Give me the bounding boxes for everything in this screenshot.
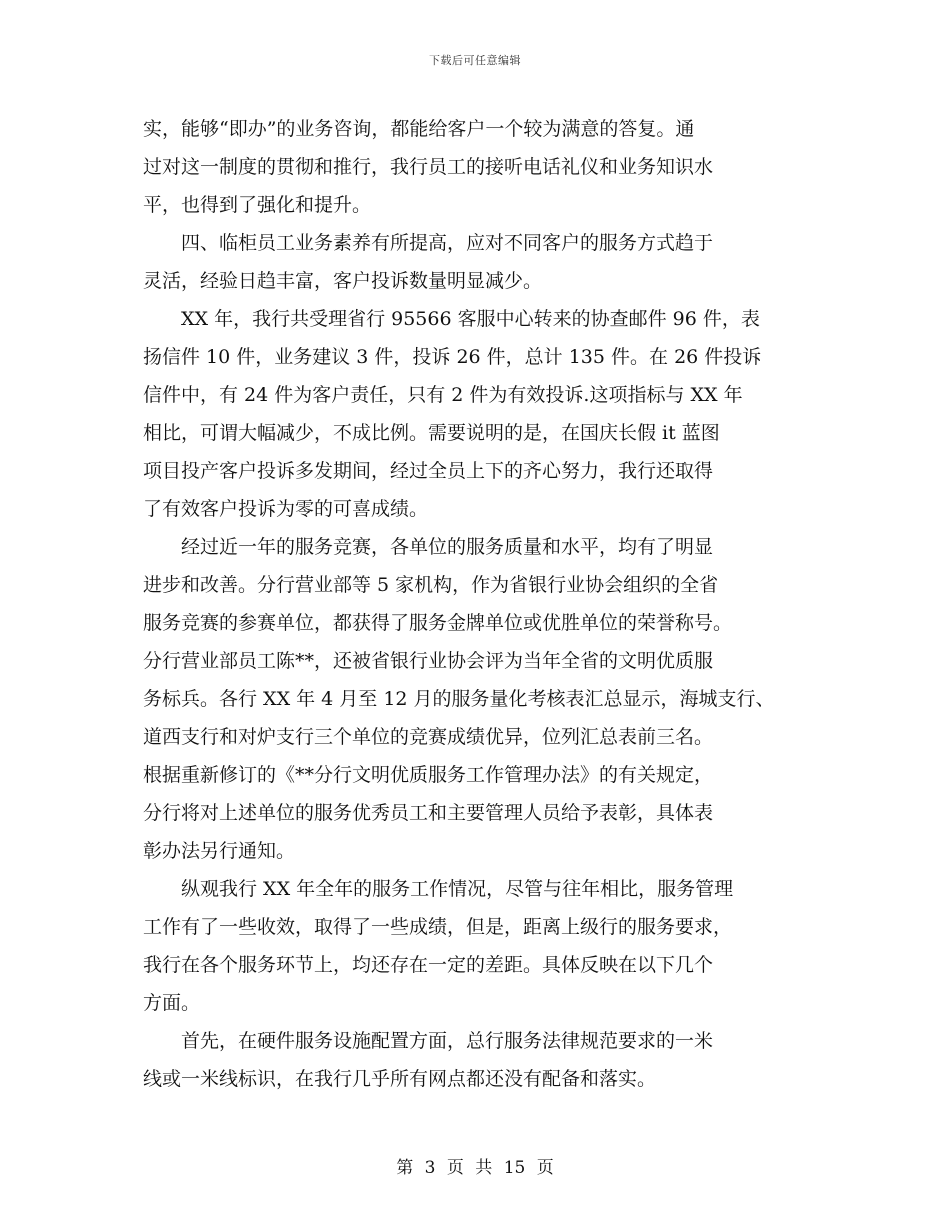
- text-line: 实，能够“即办”的业务咨询，都能给客户一个较为满意的答复。通: [143, 118, 695, 140]
- text-line: XX 年，我行共受理省行 95566 客服中心转来的协查邮件 96 件，表: [181, 308, 760, 330]
- text-line: 四、临柜员工业务素养有所提高，应对不同客户的服务方式趋于: [181, 232, 714, 254]
- text-line: 进步和改善。分行营业部等 5 家机构，作为省银行业协会组织的全省: [143, 574, 719, 596]
- text-line: 线或一米线标识，在我行几乎所有网点都还没有配备和落实。: [143, 1068, 657, 1090]
- text-line: 服务竞赛的参赛单位，都获得了服务金牌单位或优胜单位的荣誉称号。: [143, 612, 733, 634]
- text-line: 纵观我行 XX 年全年的服务工作情况，尽管与往年相比，服务管理: [181, 878, 734, 900]
- text-line: 项目投产客户投诉多发期间，经过全员上下的齐心努力，我行还取得: [143, 460, 714, 482]
- document-body: [143, 110, 811, 1098]
- text-line: 过对这一制度的贯彻和推行，我行员工的接听电话礼仪和业务知识水: [143, 156, 714, 178]
- text-line: 道西支行和对炉支行三个单位的竞赛成绩优异，位列汇总表前三名。: [143, 726, 714, 748]
- text-line: 扬信件 10 件，业务建议 3 件，投诉 26 件，总计 135 件。在 26 件投诉: [143, 346, 762, 368]
- text-line: 经过近一年的服务竞赛，各单位的服务质量和水平，均有了明显: [181, 536, 714, 558]
- text-line: 方面。: [143, 992, 201, 1014]
- text-line: 信件中，有 24 件为客户责任，只有 2 件为有效投诉.这项指标与 XX 年: [143, 384, 743, 406]
- text-line: 分行营业部员工陈**，还被省银行业协会评为当年全省的文明优质服: [143, 650, 714, 672]
- text-line: 工作有了一些收效，取得了一些成绩，但是，距离上级行的服务要求，: [143, 916, 733, 938]
- text-line: 了有效客户投诉为零的可喜成绩。: [143, 498, 429, 520]
- page-number: 第 3 页 共 15 页: [396, 1158, 554, 1178]
- page-header: 下载后可任意编辑: [429, 54, 521, 67]
- text-line: 根据重新修订的《**分行文明优质服务工作管理办法》的有关规定，: [143, 764, 714, 786]
- text-line: 灵活，经验日趋丰富，客户投诉数量明显减少。: [143, 270, 543, 292]
- text-line: 首先，在硬件服务设施配置方面，总行服务法律规范要求的一米: [181, 1030, 714, 1052]
- text-line: 彰办法另行通知。: [143, 840, 296, 862]
- text-line: 我行在各个服务环节上，均还存在一定的差距。具体反映在以下几个: [143, 954, 714, 976]
- text-line: 分行将对上述单位的服务优秀员工和主要管理人员给予表彰，具体表: [143, 802, 714, 824]
- text-line: 务标兵。各行 XX 年 4 月至 12 月的服务量化考核表汇总显示，海城支行、: [143, 688, 775, 710]
- text-line: 平，也得到了强化和提升。: [143, 194, 372, 216]
- text-line: 相比，可谓大幅减少，不成比例。需要说明的是，在国庆长假 it 蓝图: [143, 422, 720, 444]
